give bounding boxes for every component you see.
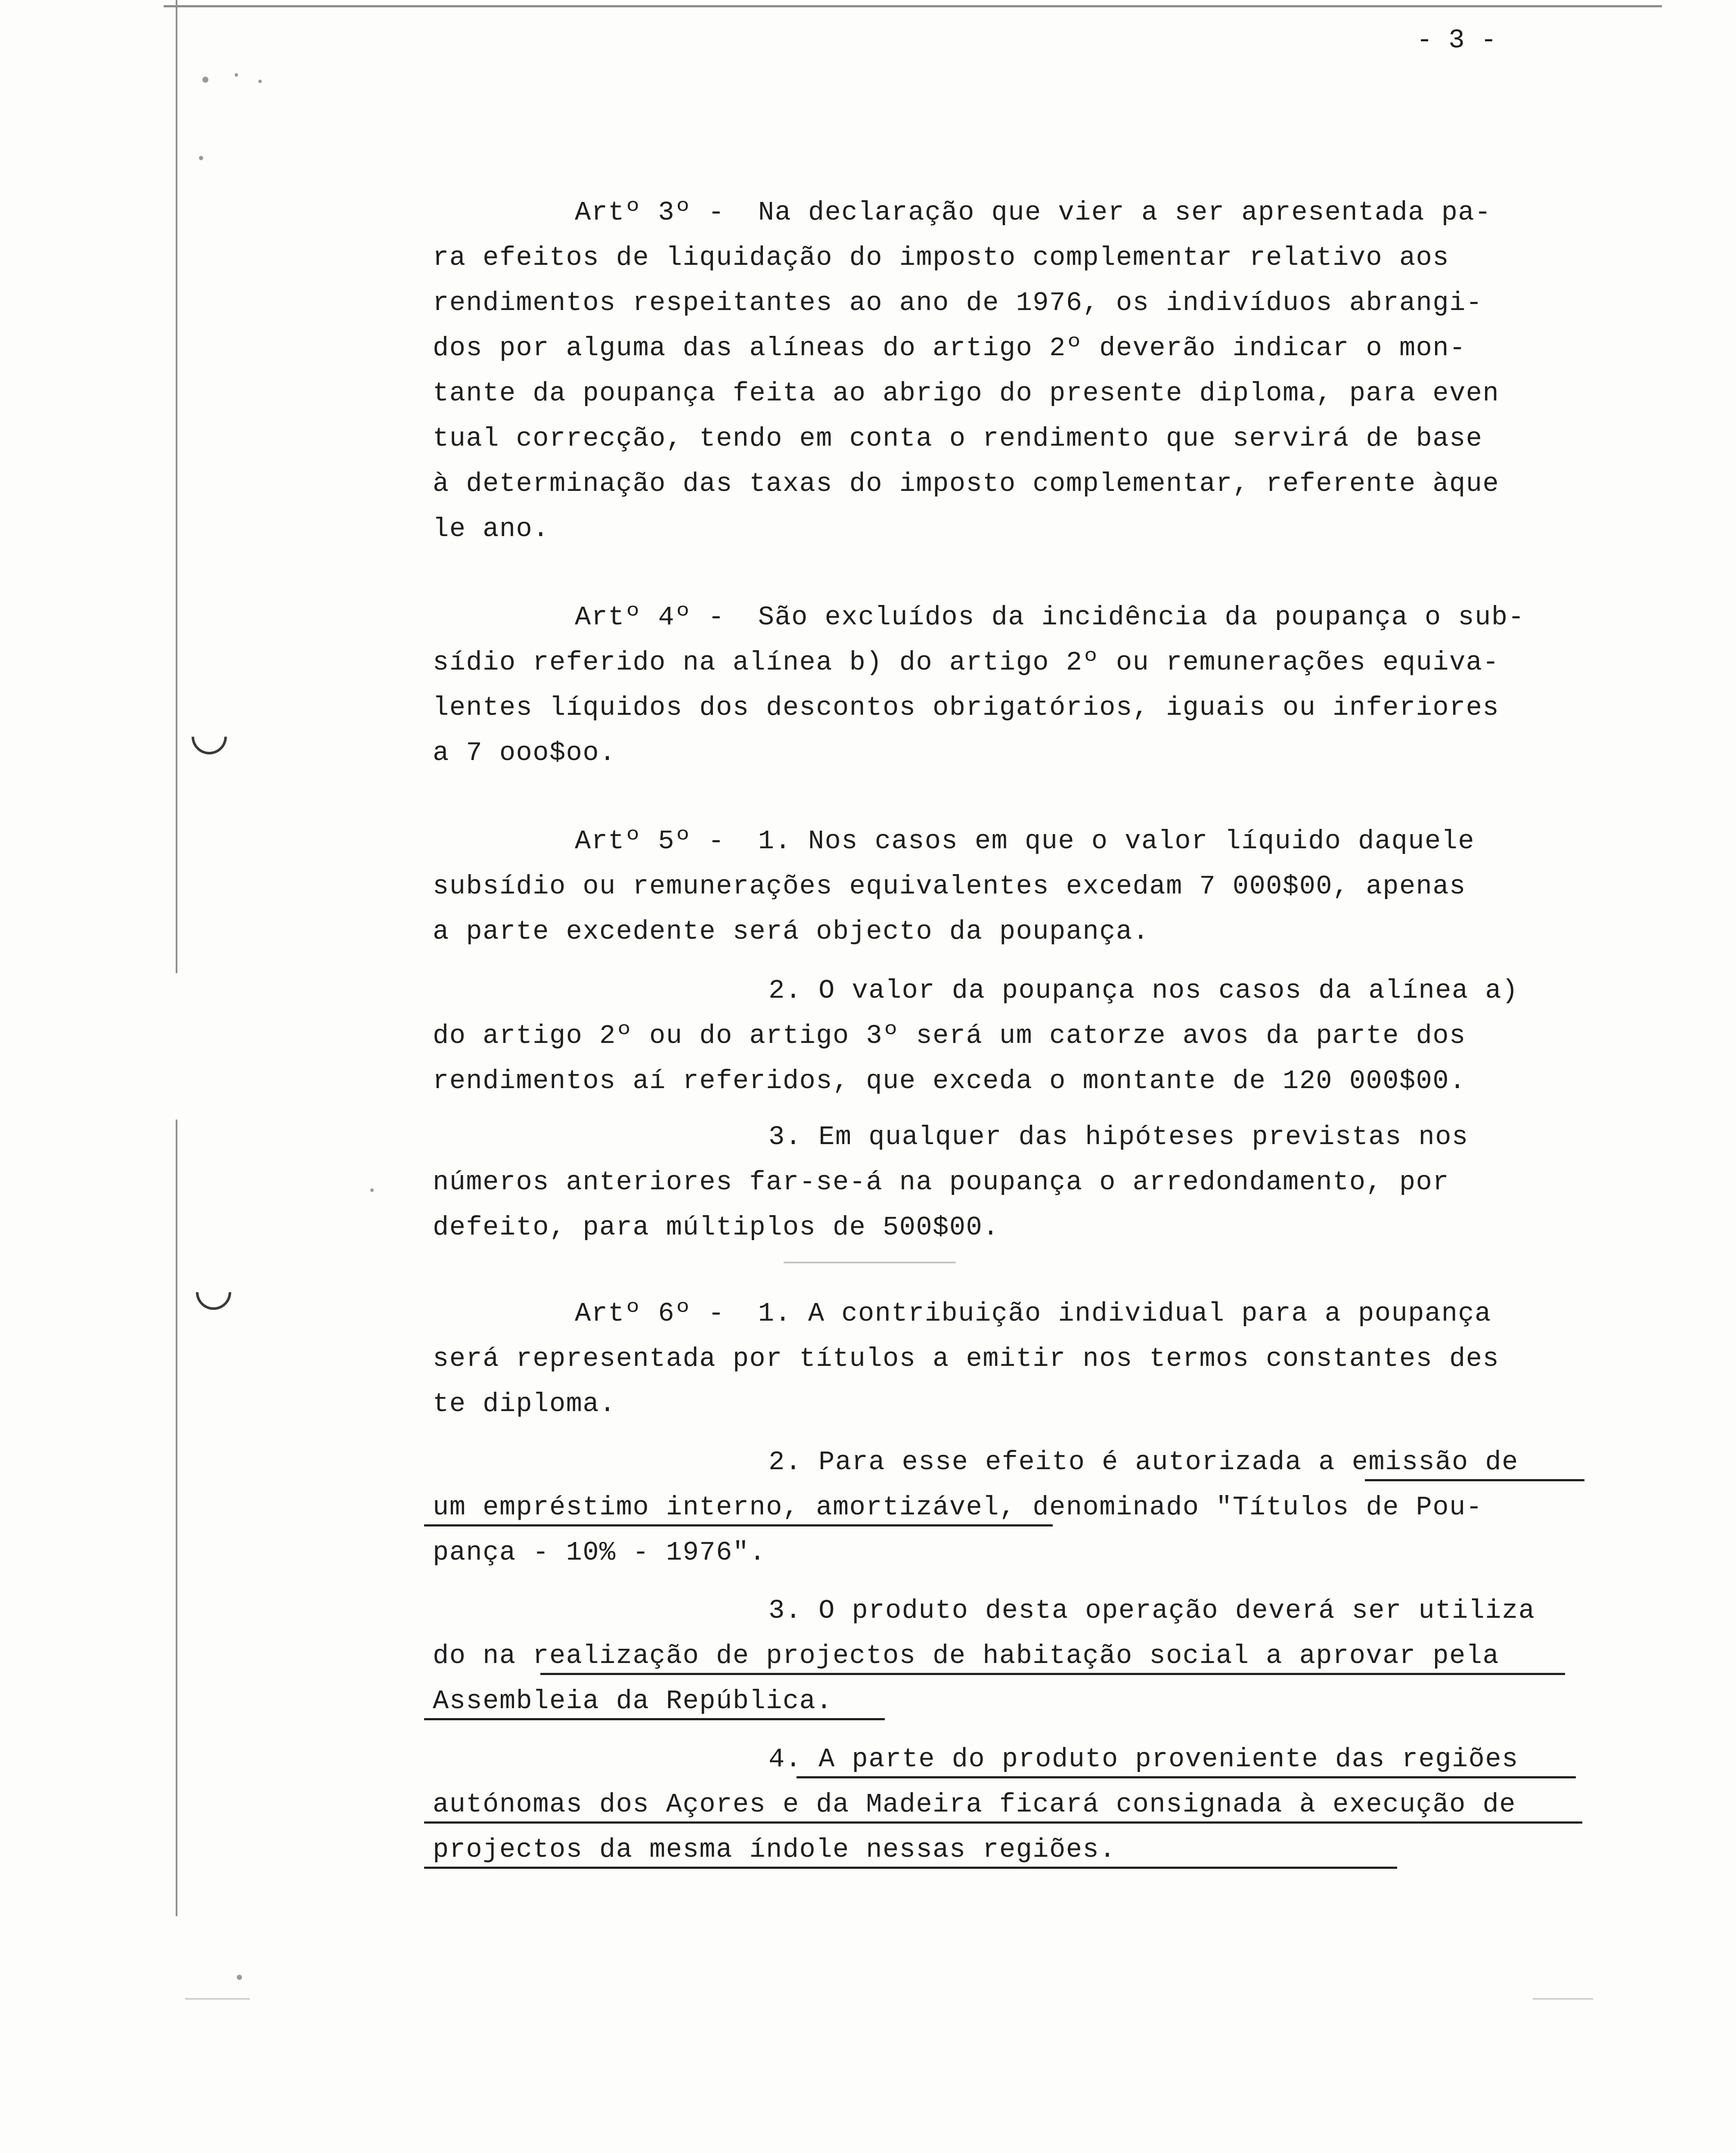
- article-4-line: lentes líquidos dos descontos obrigatórios, iguais ou inferiores: [433, 692, 1500, 723]
- scan-noise-line: [784, 1262, 956, 1263]
- top-border-line: [164, 5, 1662, 7]
- underline-mark: [424, 1524, 1053, 1526]
- article-6-line: 4. A parte do produto proveniente das regiões: [769, 1744, 1519, 1775]
- underline-mark: [424, 1867, 1397, 1869]
- article-5-line: 2. O valor da poupança nos casos da alínea a): [769, 975, 1519, 1006]
- article-3-line: tual correcção, tendo em conta o rendimento que servirá de base: [433, 423, 1483, 454]
- article-5-line: Artº 5º - 1. Nos casos em que o valor líquido daquele: [575, 826, 1475, 856]
- article-6-line: Artº 6º - 1. A contribuição individual para a poupança: [575, 1298, 1491, 1329]
- underline-mark: [424, 1718, 885, 1720]
- article-6-line: pança - 10% - 1976".: [433, 1537, 766, 1568]
- underline-mark: [1365, 1479, 1584, 1481]
- article-6-line: 3. O produto desta operação deverá ser utiliza: [769, 1595, 1535, 1626]
- article-5-line: subsídio ou remunerações equivalentes excedam 7 000$00, apenas: [433, 871, 1466, 902]
- left-margin-line: [176, 0, 177, 973]
- article-6-line: um empréstimo interno, amortizável, denominado "Títulos de Pou-: [433, 1492, 1483, 1523]
- scan-speck: [258, 80, 262, 83]
- article-3-line: dos por alguma das alíneas do artigo 2º deverão indicar o mon-: [433, 333, 1466, 363]
- underline-mark: [540, 1673, 1565, 1675]
- article-6-line: autónomas dos Açores e da Madeira ficará consignada à execução de: [433, 1789, 1516, 1820]
- article-3-line: Artº 3º - Na declaração que vier a ser apresentada pa-: [575, 197, 1491, 228]
- article-3-line: ra efeitos de liquidação do imposto complementar relativo aos: [433, 242, 1450, 273]
- scan-speck: [370, 1188, 374, 1192]
- article-5-line: a parte excedente será objecto da poupança.: [433, 916, 1150, 947]
- scan-speck: [202, 77, 208, 83]
- article-3-line: tante da poupança feita ao abrigo do presente diploma, para even: [433, 378, 1500, 409]
- article-4-line: Artº 4º - São excluídos da incidência da poupança o sub-: [575, 602, 1525, 633]
- punch-hole-mark: [184, 712, 234, 762]
- article-5-line: rendimentos aí referidos, que exceda o montante de 120 000$00.: [433, 1066, 1466, 1096]
- article-6-line: te diploma.: [433, 1389, 616, 1419]
- scan-noise-line: [1533, 1998, 1593, 2000]
- left-margin-line: [176, 1120, 177, 1916]
- underline-mark: [797, 1776, 1576, 1778]
- article-5-line: do artigo 2º ou do artigo 3º será um catorze avos da parte dos: [433, 1021, 1466, 1051]
- scan-noise-line: [185, 1998, 250, 2000]
- scan-speck: [235, 73, 238, 77]
- punch-hole-mark: [189, 1267, 239, 1317]
- article-6-line: Assembleia da República.: [433, 1686, 833, 1716]
- article-3-line: le ano.: [433, 514, 549, 544]
- page-number: - 3 -: [1417, 25, 1497, 56]
- article-5-line: números anteriores far-se-á na poupança o arredondamento, por: [433, 1167, 1450, 1197]
- article-6-line: projectos da mesma índole nessas regiões.: [433, 1834, 1116, 1865]
- article-6-line: do na realização de projectos de habitação social a aprovar pela: [433, 1641, 1500, 1671]
- article-5-line: 3. Em qualquer das hipóteses previstas nos: [769, 1122, 1469, 1152]
- article-3-line: rendimentos respeitantes ao ano de 1976, os indivíduos abrangi-: [433, 288, 1483, 318]
- article-6-line: será representada por títulos a emitir nos termos constantes des: [433, 1343, 1500, 1374]
- article-6-line: 2. Para esse efeito é autorizada a emissão de: [769, 1447, 1519, 1477]
- article-3-line: à determinação das taxas do imposto complementar, referente àque: [433, 468, 1500, 499]
- article-4-line: sídio referido na alínea b) do artigo 2º ou remunerações equiva-: [433, 647, 1500, 678]
- article-4-line: a 7 ooo$oo.: [433, 738, 616, 768]
- article-5-line: defeito, para múltiplos de 500$00.: [433, 1212, 1000, 1243]
- scan-speck: [237, 1975, 242, 1980]
- scan-speck: [199, 156, 203, 160]
- underline-mark: [424, 1821, 1582, 1824]
